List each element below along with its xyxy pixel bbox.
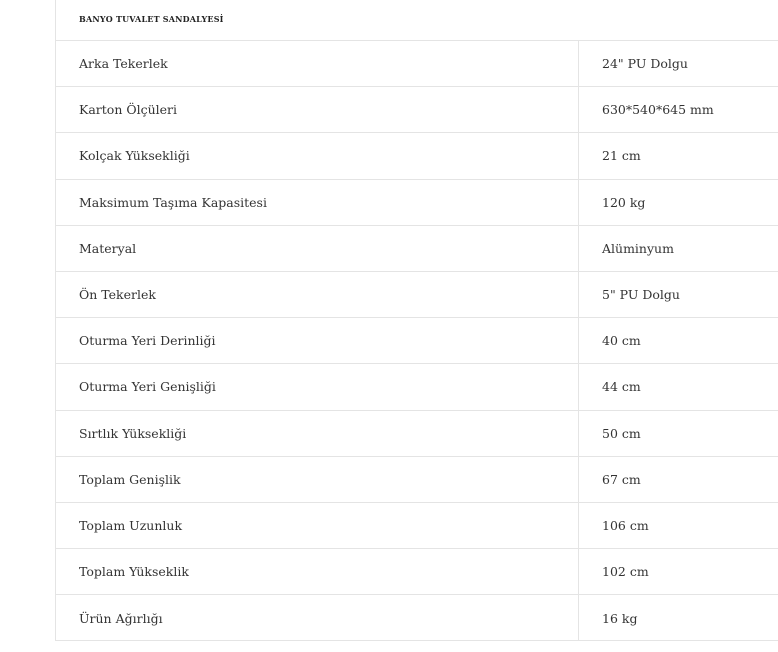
table-row [56,457,778,503]
spec-label: Ön Tekerlek [56,272,579,317]
spec-label: Toplam Genişlik [56,457,579,502]
table-row [56,41,778,87]
spec-header [56,0,778,41]
spec-value: 16 kg [602,610,638,626]
spec-value: 50 cm [602,425,641,441]
section-title: BANYO TUVALET SANDALYESİ [79,14,224,24]
table-row [56,411,778,457]
spec-label: Maksimum Taşıma Kapasitesi [56,180,579,225]
spec-value: 120 kg [602,194,646,210]
spec-value: 24" PU Dolgu [602,56,688,72]
spec-value: 67 cm [602,471,641,487]
spec-label: Oturma Yeri Derinliği [56,318,579,363]
spec-label: Materyal [56,226,579,271]
table-row [56,318,778,364]
table-row [56,272,778,318]
spec-value: Alüminyum [602,240,674,256]
spec-label: Arka Tekerlek [56,41,579,86]
spec-table [56,41,778,641]
spec-value: 21 cm [602,148,641,164]
table-row [56,133,778,179]
spec-label: Oturma Yeri Genişliği [56,364,579,409]
table-row [56,503,778,549]
table-row [56,226,778,272]
spec-value: 102 cm [602,564,649,580]
spec-label: Kolçak Yüksekliği [56,133,579,178]
spec-value: 40 cm [602,333,641,349]
spec-label: Karton Ölçüleri [56,87,579,132]
spec-label: Ürün Ağırlığı [56,595,579,641]
spec-value: 106 cm [602,517,649,533]
spec-label: Toplam Yükseklik [56,549,579,594]
table-row [56,180,778,226]
table-row [56,549,778,595]
spec-label: Sırtlık Yüksekliği [56,411,579,456]
table-row [56,87,778,133]
spec-panel [55,0,778,641]
spec-value: 630*540*645 mm [602,102,714,118]
table-row [56,364,778,410]
spec-value: 44 cm [602,379,641,395]
spec-label: Toplam Uzunluk [56,503,579,548]
spec-value: 5" PU Dolgu [602,287,680,303]
table-row [56,595,778,641]
